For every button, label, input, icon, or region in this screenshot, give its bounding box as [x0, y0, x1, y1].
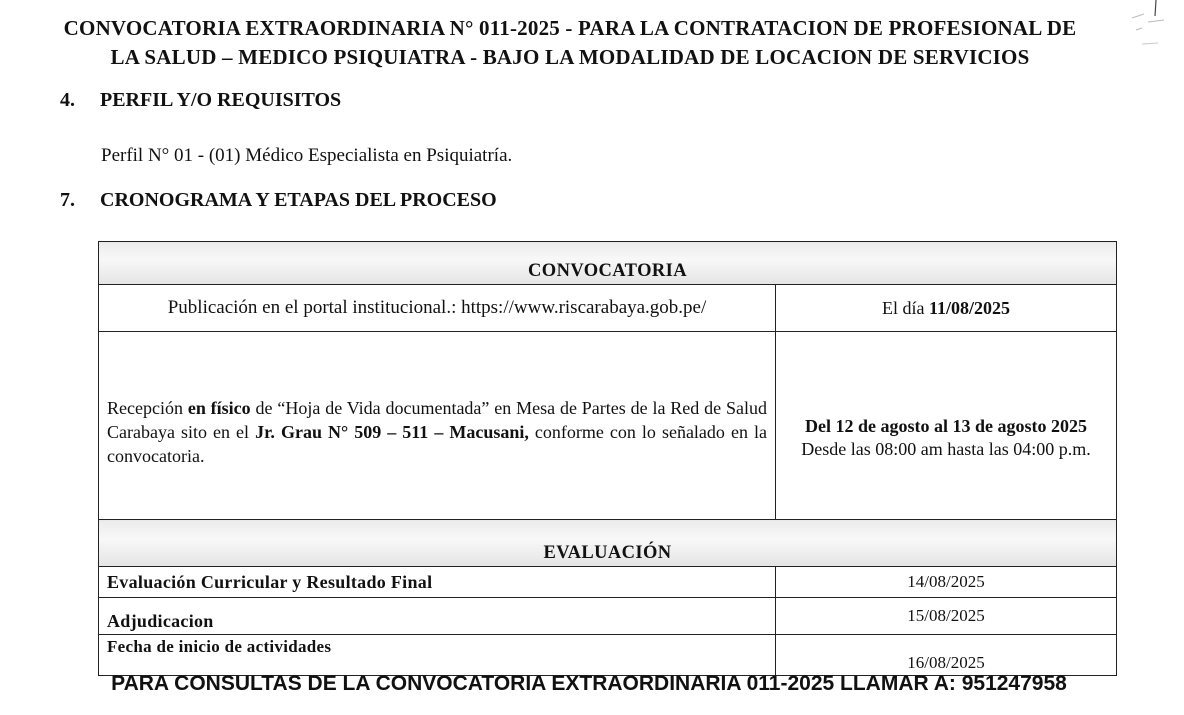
evaluacion-header: EVALUACIÓN	[99, 520, 1117, 567]
row-label: Evaluación Curricular y Resultado Final	[99, 567, 776, 598]
title-line-2: LA SALUD – MEDICO PSIQUIATRA - BAJO LA MODALIDAD DE LOCACION DE SERVICIOS	[110, 45, 1030, 69]
title-line-1: CONVOCATORIA EXTRAORDINARIA N° 011-2025 - PARA LA CONTRATACION DE PROFESIONAL DE	[63, 16, 1077, 40]
reception-description	[99, 332, 776, 520]
table-row	[99, 635, 1117, 676]
reception-text-bold-1: en físico	[187, 397, 251, 418]
row-date: 16/08/2025	[776, 635, 1117, 676]
table-row	[99, 332, 1117, 520]
reception-date-range: Del 12 de agosto al 13 de agosto 2025	[805, 415, 1087, 436]
table-row	[99, 285, 1117, 332]
contact-footer: PARA CONSULTAS DE LA CONVOCATORIA EXTRAORDINARIA 011-2025 LLAMAR A: 951247958	[111, 672, 1067, 695]
publication-label: Publicación en el portal institucional.: https://www.riscarabaya.gob.pe/	[99, 285, 776, 332]
section-4-number: 4.	[60, 89, 75, 111]
scan-mark-decoration	[1128, 0, 1168, 50]
convocatoria-header-row	[99, 242, 1117, 285]
reception-dates	[776, 332, 1117, 520]
document-title	[0, 14, 1140, 72]
publication-date: 11/08/2025	[929, 297, 1011, 318]
row-date: 14/08/2025	[776, 567, 1117, 598]
section-7-title: CRONOGRAMA Y ETAPAS DEL PROCESO	[100, 189, 497, 211]
reception-text-3: conforme con lo señalado en la convocatoria.	[107, 421, 767, 466]
section-7-number: 7.	[60, 189, 75, 211]
row-label: Fecha de inicio de actividades	[99, 635, 776, 676]
evaluacion-header-row	[99, 520, 1117, 567]
publication-date-cell	[776, 285, 1117, 332]
reception-text-1: Recepción	[107, 397, 188, 418]
convocatoria-header: CONVOCATORIA	[99, 242, 1117, 285]
section-4-heading	[60, 89, 341, 112]
reception-address: Jr. Grau N° 509 – 511 – Macusani,	[255, 421, 529, 442]
schedule-table	[98, 241, 1117, 676]
publication-date-prefix: El día	[882, 297, 929, 318]
table-row	[99, 598, 1117, 635]
section-7-heading	[60, 189, 497, 212]
row-label: Adjudicacion	[99, 598, 776, 635]
reception-hours: Desde las 08:00 am hasta las 04:00 p.m.	[801, 438, 1091, 459]
section-4-title: PERFIL Y/O REQUISITOS	[100, 89, 342, 111]
table-row	[99, 567, 1117, 598]
row-date: 15/08/2025	[776, 598, 1117, 635]
reception-text-2: de “Hoja de Vida documentada” en Mesa de Partes de la Red de Salud Carabaya sito en el	[107, 397, 767, 442]
profile-line: Perfil N° 01 - (01) Médico Especialista en Psiquiatría.	[101, 145, 513, 166]
